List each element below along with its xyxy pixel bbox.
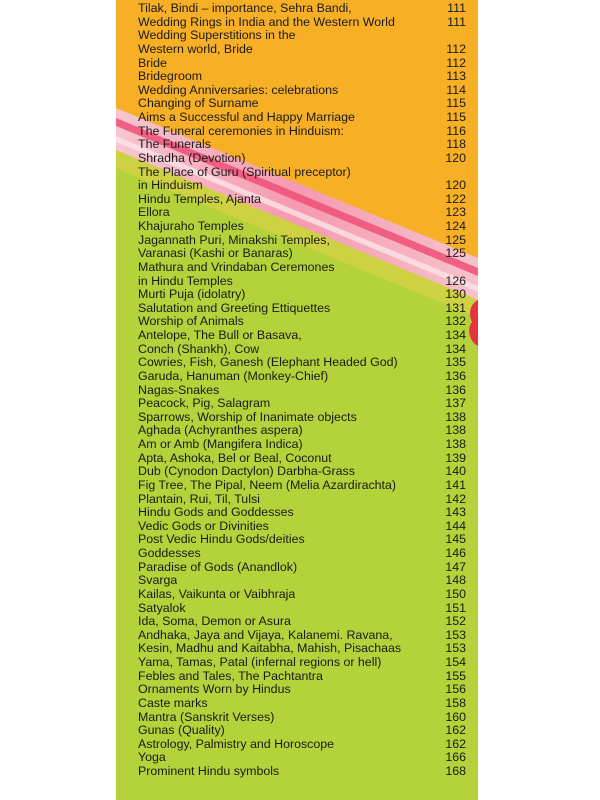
contents-entry (138, 629, 466, 643)
entry-page-number: 142 (445, 491, 466, 506)
entry-page-number: 124 (445, 219, 466, 233)
entry-title: Bridegroom (138, 70, 203, 84)
entry-page-number: 146 (445, 546, 466, 560)
contents-entry (138, 84, 466, 98)
contents-entry (138, 247, 466, 261)
entry-page-number: 136 (445, 382, 466, 397)
entry-title: Ellora (138, 206, 170, 220)
contents-entry (138, 438, 466, 452)
entry-title: Worship of Animals (138, 315, 244, 329)
contents-entry (138, 193, 466, 207)
contents-entry (138, 602, 466, 616)
entry-page-number: 141 (445, 477, 466, 492)
contents-entry (138, 138, 466, 152)
entry-page-number: 151 (445, 600, 466, 615)
entry-page-number: 115 (446, 96, 466, 111)
entry-page-number: 154 (445, 655, 466, 669)
entry-page-number: 140 (445, 464, 466, 479)
entry-page-number: 112 (446, 55, 466, 70)
entry-title: Shradha (Devotion) (138, 151, 246, 165)
entry-title: in Hindu Temples (138, 274, 233, 288)
contents-entry (138, 261, 466, 275)
contents-entry (138, 370, 466, 384)
entry-page-number: 168 (445, 764, 466, 778)
entry-title: Aims a Successful and Happy Marriage (138, 111, 355, 124)
contents-entry (138, 179, 466, 193)
contents-entry (138, 424, 466, 438)
entry-page-number: 111 (447, 1, 466, 15)
entry-page-number: 120 (445, 178, 466, 193)
entry-page-number: 147 (445, 559, 466, 574)
entry-title: Garuda, Hanuman (Monkey-Chief) (138, 369, 329, 383)
entry-page-number: 143 (445, 505, 466, 520)
contents-entry (138, 57, 466, 71)
entry-page-number: 162 (445, 736, 466, 751)
entry-page-number: 166 (445, 750, 466, 765)
entry-title: Svarga (138, 574, 178, 588)
entry-title: Antelope, The Bull or Basava, (138, 329, 302, 342)
contents-entry (138, 329, 466, 343)
entry-title: Peacock, Pig, Salagram (138, 397, 271, 411)
entry-title: Kailas, Vaikunta or Vaibhraja (138, 587, 296, 601)
entry-page-number: 125 (445, 246, 466, 261)
entry-page-number: 158 (445, 695, 466, 710)
contents-entry (138, 384, 466, 398)
entry-title: Caste marks (138, 696, 208, 710)
entry-page-number: 134 (445, 328, 466, 342)
contents-entry (138, 43, 466, 57)
contents-entry (138, 711, 466, 725)
contents-entry (138, 479, 466, 493)
contents-entry (138, 738, 466, 752)
contents-entry (138, 397, 466, 411)
entry-page-number: 136 (445, 368, 466, 383)
contents-entry (138, 642, 466, 656)
contents-entry (138, 275, 466, 289)
entry-title: The Funerals (138, 138, 212, 152)
entry-title: Nagas-Snakes (138, 383, 220, 397)
entry-title: Western world, Bride (138, 42, 253, 56)
contents-entry (138, 125, 466, 139)
entry-page-number: 162 (445, 723, 466, 738)
entry-title: Bride (138, 56, 167, 70)
contents-entry (138, 506, 466, 520)
entry-page-number: 144 (445, 518, 466, 533)
entry-title: Yoga (138, 751, 166, 765)
entry-page-number: 160 (445, 709, 466, 724)
contents-entry (138, 765, 466, 779)
contents-entry (138, 465, 466, 479)
entry-title: Satyalok (138, 601, 186, 615)
entry-page-number: 123 (445, 205, 466, 220)
entry-page-number: 138 (445, 409, 466, 424)
entry-title: Cowries, Fish, Ganesh (Elephant Headed God) (138, 356, 398, 370)
entry-title: Gunas (Quality) (138, 724, 225, 738)
contents-entry (138, 97, 466, 111)
contents-entry (138, 152, 466, 166)
entry-page-number: 112 (446, 41, 466, 56)
entry-title: Conch (Shankh), Cow (138, 342, 260, 356)
entry-title: Tilak, Bindi – importance, Sehra Bandi, (138, 2, 352, 15)
entry-title: Kesin, Madhu and Kaitabha, Mahish, Pisachaas (138, 642, 402, 656)
entry-page-number: 139 (445, 450, 466, 465)
entry-page-number: 130 (445, 287, 466, 302)
entry-title: Fig Tree, The Pipal, Neem (Melia Azardirachta) (138, 478, 397, 492)
contents-page (116, 0, 478, 800)
contents-entry (138, 411, 466, 425)
entry-page-number: 156 (445, 682, 466, 697)
entry-title: Ornaments Worn by Hindus (138, 683, 291, 697)
entry-title: Ida, Soma, Demon or Asura (138, 615, 291, 629)
entry-page-number: 115 (446, 110, 466, 124)
contents-entry (138, 356, 466, 370)
entry-title: Wedding Superstitions in the (138, 29, 296, 43)
entry-title: Wedding Rings in India and the Western World (138, 15, 395, 29)
entry-title: Khajuraho Temples (138, 220, 244, 233)
entry-title: Andhaka, Jaya and Vijaya, Kalanemi. Ravana, (138, 628, 393, 642)
contents-entry (138, 683, 466, 697)
entry-title: Mathura and Vrindaban Ceremones (138, 260, 335, 274)
contents-entry (138, 29, 466, 43)
entry-page-number: 125 (445, 232, 466, 247)
entry-page-number: 114 (446, 82, 466, 97)
entry-title: The Place of Guru (Spiritual preceptor) (138, 165, 351, 179)
entry-page-number: 135 (445, 355, 466, 370)
entry-title: Changing of Surname (138, 97, 259, 111)
entry-page-number: 153 (445, 641, 466, 656)
contents-entry (138, 234, 466, 248)
contents-entry (138, 574, 466, 588)
entry-page-number: 111 (447, 14, 466, 29)
entry-title: Varanasi (Kashi or Banaras) (138, 247, 293, 261)
entry-title: Prominent Hindu symbols (138, 765, 280, 778)
entry-title: Am or Amb (Mangifera Indica) (138, 438, 303, 451)
entry-page-number: 137 (445, 396, 466, 411)
contents-entry (138, 452, 466, 466)
contents-entry (138, 166, 466, 180)
entry-page-number: 148 (445, 573, 466, 588)
entry-page-number: 145 (445, 532, 466, 547)
entry-title: in Hinduism (138, 179, 203, 193)
entry-page-number: 155 (445, 668, 466, 683)
entry-page-number: 153 (445, 627, 466, 642)
contents-entry (138, 588, 466, 602)
entry-title: Apta, Ashoka, Bel or Beal, Coconut (138, 451, 332, 465)
contents-entry (138, 533, 466, 547)
entry-title: The Funeral ceremonies in Hinduism: (138, 124, 344, 138)
entry-title: Vedic Gods or Divinities (138, 519, 269, 533)
contents-entry (138, 288, 466, 302)
entry-page-number: 113 (446, 69, 466, 84)
contents-entry (138, 615, 466, 629)
entry-page-number: 152 (445, 614, 466, 629)
contents-entry (138, 697, 466, 711)
contents-entry (138, 751, 466, 765)
entry-page-number: 126 (445, 273, 466, 288)
contents-entry (138, 656, 466, 670)
contents-entry (138, 206, 466, 220)
entry-title: Aghada (Achyranthes aspera) (138, 424, 303, 438)
entry-page-number: 132 (445, 314, 466, 329)
contents-entry (138, 302, 466, 316)
entry-page-number: 134 (445, 341, 466, 356)
entry-title: Goddesses (138, 547, 201, 560)
contents-entry (138, 315, 466, 329)
entry-page-number: 138 (445, 437, 466, 451)
contents-entry (138, 547, 466, 561)
contents-entry (138, 493, 466, 507)
entry-title: Hindu Temples, Ajanta (138, 192, 262, 206)
contents-entry (138, 520, 466, 534)
entry-page-number: 120 (445, 150, 466, 165)
entry-title: Sparrows, Worship of Inanimate objects (138, 410, 357, 424)
entry-page-number: 131 (445, 300, 466, 315)
contents-list (138, 2, 466, 779)
entry-title: Jagannath Puri, Minakshi Temples, (138, 233, 330, 247)
contents-entry (138, 2, 466, 16)
contents-entry (138, 70, 466, 84)
entry-title: Murti Puja (idolatry) (138, 288, 246, 302)
contents-entry (138, 724, 466, 738)
entry-title: Yama, Tamas, Patal (infernal regions or hell) (138, 656, 382, 669)
contents-entry (138, 343, 466, 357)
contents-entry (138, 670, 466, 684)
entry-title: Astrology, Palmistry and Horoscope (138, 737, 335, 751)
entry-title: Febles and Tales, The Pachtantra (138, 669, 323, 683)
entry-title: Post Vedic Hindu Gods/deities (138, 533, 305, 547)
entry-page-number: 150 (445, 586, 466, 601)
contents-entry (138, 16, 466, 30)
contents-entry (138, 220, 466, 234)
entry-title: Hindu Gods and Goddesses (138, 506, 294, 520)
entry-title: Paradise of Gods (Anandlok) (138, 560, 298, 574)
entry-title: Wedding Anniversaries: celebrations (138, 83, 339, 97)
entry-page-number: 116 (446, 123, 466, 138)
entry-page-number: 122 (445, 191, 466, 206)
entry-title: Dub (Cynodon Dactylon) Darbha-Grass (138, 465, 355, 479)
entry-title: Salutation and Greeting Ettiquettes (138, 301, 331, 315)
contents-entry (138, 111, 466, 125)
contents-entry (138, 561, 466, 575)
entry-title: Plantain, Rui, Til, Tulsi (138, 492, 260, 506)
entry-page-number: 138 (445, 423, 466, 438)
entry-page-number: 118 (446, 137, 466, 152)
entry-title: Mantra (Sanskrit Verses) (138, 710, 275, 724)
